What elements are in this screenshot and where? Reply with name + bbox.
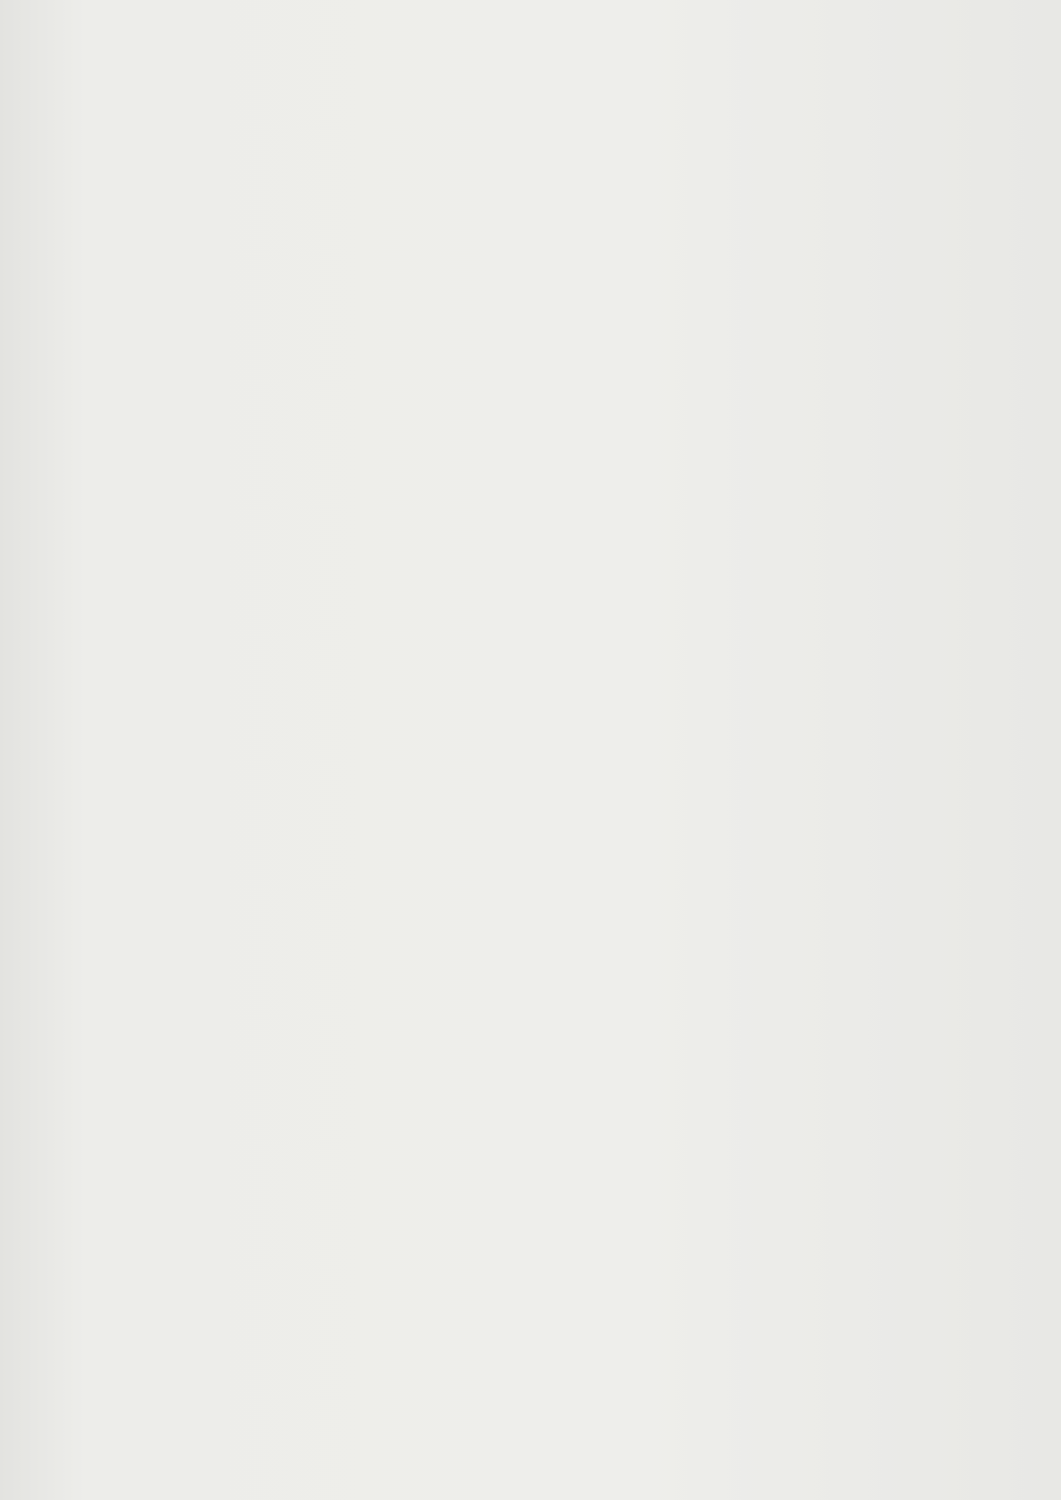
source-attribution: [165, 288, 1015, 318]
